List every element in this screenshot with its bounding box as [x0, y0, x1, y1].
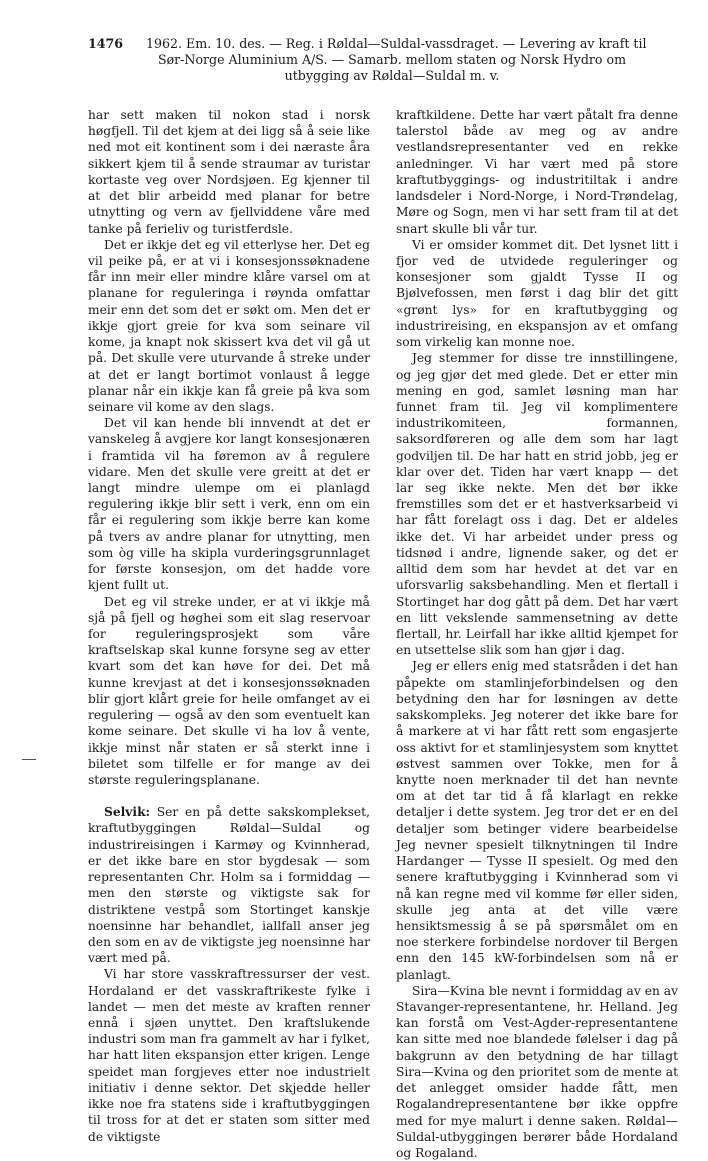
paragraph: Vi har store vasskraftressurser der vest. Hordaland er det vasskraftrikeste fylke i landet — men det meste av kraften renner ennå i sjøen unyttet. Den kraftslukende industri som man fra gammelt av har i fylket, har hatt liten ekspansjon etter krigen. Lenge speidet man forgjeves etter noe industrielt initiativ i denne sektor. Det skjedde heller ikke noe fra statens side i kraftutbyggingen til tross for at det er staten som sitter med de viktigste	[88, 967, 370, 1144]
speech-paragraph	[88, 804, 370, 966]
header-line-1	[88, 36, 678, 52]
header-title-line-2: Sør-Norge Aluminium A/S. — Samarb. mellom staten og Norsk Hydro om	[157, 52, 627, 68]
paragraph: Sira—Kvina ble nevnt i formiddag av en av Stavanger-representantene, hr. Helland. Jeg kan forstå om Vest-Agder-representantene kan sitte med noe blandede følelser i dag på bakgrunn av den betydning de har tillagt Sira—Kvina og den prioritet som de mente at det anlegget omsider hadde fått, men Rogalandrepresentantene bør ikke oppfre med for mye malurt i denne saken. Røldal—Suldal-utbyggingen berører både Hordaland og Rogaland.	[396, 983, 678, 1160]
left-column	[88, 107, 370, 1145]
header-title-line-1: 1962. Em. 10. des. — Reg. i Røldal—Suldal-vassdraget. — Levering av kraft til	[146, 36, 647, 51]
paragraph: Det vil kan hende bli innvendt at det er vanskeleg å avgjere kor langt konsesjonæren i framtida vil ha føremon av å regulere vidare. Men det skulle vere greitt at det er langt mindre ulempe om ei planlagd regulering ikkje blir sett i verk, enn om ein får ei regulering som ikkje berre kan kome på tvers av andre planar for utnytting, men som òg ville ha skipla vurderingsgrunnlaget for første konsesjon, om det hadde vore kjent fullt ut.	[88, 416, 370, 593]
paragraph: Det er ikkje det eg vil etterlyse her. Det eg vil peike på, er at vi i konsesjonssøknadene får inn meir eller mindre klåre varsel om at planane for reguleringa i røynda omfattar meir enn det som det er søkt om. Men det er ikkje gjort greie for kva som seinare vil kome, ja knapt nok skissert kva det vil gå ut på. Det skulle vere uturvande å streke under at det er langt bortimot vonlaust å legge planar når ein ikkje kan få greie på kva som seinare vil kome av den slags.	[88, 237, 370, 414]
paragraph: har sett maken til nokon stad i norsk høgfjell. Til det kjem at dei ligg så å seie like ned mot eit kontinent som i dei næraste åra sikkert kjem til å sende straumar av turistar kortaste veg over Nordsjøen. Eg kjenner til at det blir arbeidd med planar for betre utnytting og vern av fjellviddene våre med tanke på ferieliv og turistferdsle.	[88, 108, 370, 236]
header-title-line-3: utbygging av Røldal—Suldal m. v.	[284, 68, 500, 84]
paragraph: Vi er omsider kommet dit. Det lysnet litt i fjor ved de utvidede reguleringer og konsesjoner som gjaldt Tysse II og Bjølvefossen, men først i dag blir det gitt «grønt lys» for en kraftutbygging og industrireising, en ekspansjon av et omfang som virkelig kan monne noe.	[396, 237, 678, 350]
margin-mark	[22, 759, 36, 760]
page-number: 1476	[88, 36, 124, 51]
page-header	[88, 36, 678, 85]
paragraph: kraftkildene. Dette har vært påtalt fra denne talerstol både av meg og av andre vestlandsrepresentanter ved en rekke anledninger. Vi har vært med på store kraftutbyggings- og industritiltak i andre landsdeler i Nord-Norge, i Nord-Trøndelag, Møre og Sogn, men vi har sett fram til at det snart skulle bli vår tur.	[396, 108, 678, 236]
paragraph: Jeg stemmer for disse tre innstillingene, og jeg gjør det med glede. Det er etter min mening en god, samlet løsning man har funnet fram til. Jeg vil komplimentere industrikomiteen, formannen, saksordføreren og alle dem som har lagt godviljen til. De har hatt en strid jobb, jeg er klar over det. Tiden har vært knapp — det lar seg ikke nekte. Men det bør ikke fremstilles som det er et hastverksarbeid vi har fått forelagt oss i dag. Det er aldeles ikke det. Vi har arbeidet under press og tidsnød i andre, lignende saker, og det er alltid dem som har hevdet at det var en uforsvarlig saksbehandling. Men et flertall i Stortinget har dog gått på dem. Det har vært en litt vekslende sammensetning av dette flertall, hr. Leirfall har ikke alltid kjempet for en utsettelse slik som han gjør i dag.	[396, 351, 678, 658]
speaker-name: Selvik:	[104, 804, 151, 820]
right-column	[396, 107, 678, 1161]
paragraph: Det eg vil streke under, er at vi ikkje må sjå på fjell og høghei som eit slag reservoar for reguleringsprosjekt som våre kraftselskap skal kunne forsyne seg av etter kvart som det kan høve for dei. Det må kunne krevjast at det i konsesjonssøknaden blir gjort klårt greie for heile omfanget av ei regulering — også av den som eventuelt kan kome seinare. Det skulle vi ha lov å vente, ikkje minst når staten er så sterkt inne i biletet som tilfelle er for mange av dei største reguleringsplanane.	[88, 594, 370, 787]
speech-text: Ser en på dette sakskomplekset, kraftutbyggingen Røldal—Suldal og industrireisingen i Karmøy og Kvinnherad, er det ikke bare en stor bygdesak — som representanten Chr. Holm sa i formiddag — men den største og viktigste sak for distriktene vestpå som Stortinget kanskje noensinne har behandlet, iallfall anser jeg den som en av de viktigste jeg noensinne har vært med på.	[88, 805, 370, 966]
paragraph: Jeg er ellers enig med statsråden i det han påpekte om stamlinjeforbindelsen og den betydning den har for løsningen av dette sakskompleks. Jeg noterer det ikke bare for å markere at vi har fått rett som engasjerte oss aktivt for et stamlinjesystem som knyttet østvest sammen over Tokke, men for å knytte noen merknader til det han nevnte om at det tar tid å få klarlagt en rekke detaljer i dette system. Jeg tror det er en del detaljer som betinger videre bearbeidelse Jeg nevner spesielt tilknytningen til Indre Hardanger — Tysse II spesielt. Og med den senere kraftutbygging i Kvinnherad som vi nå kan regne med vil komme før eller siden, skulle jeg anta at det ville være hensiktsmessig å se på spørsmålet om en noe sterkere forbindelse nordover til Bergen enn den 145 kW-forbindelsen som nå er planlagt.	[396, 659, 678, 982]
